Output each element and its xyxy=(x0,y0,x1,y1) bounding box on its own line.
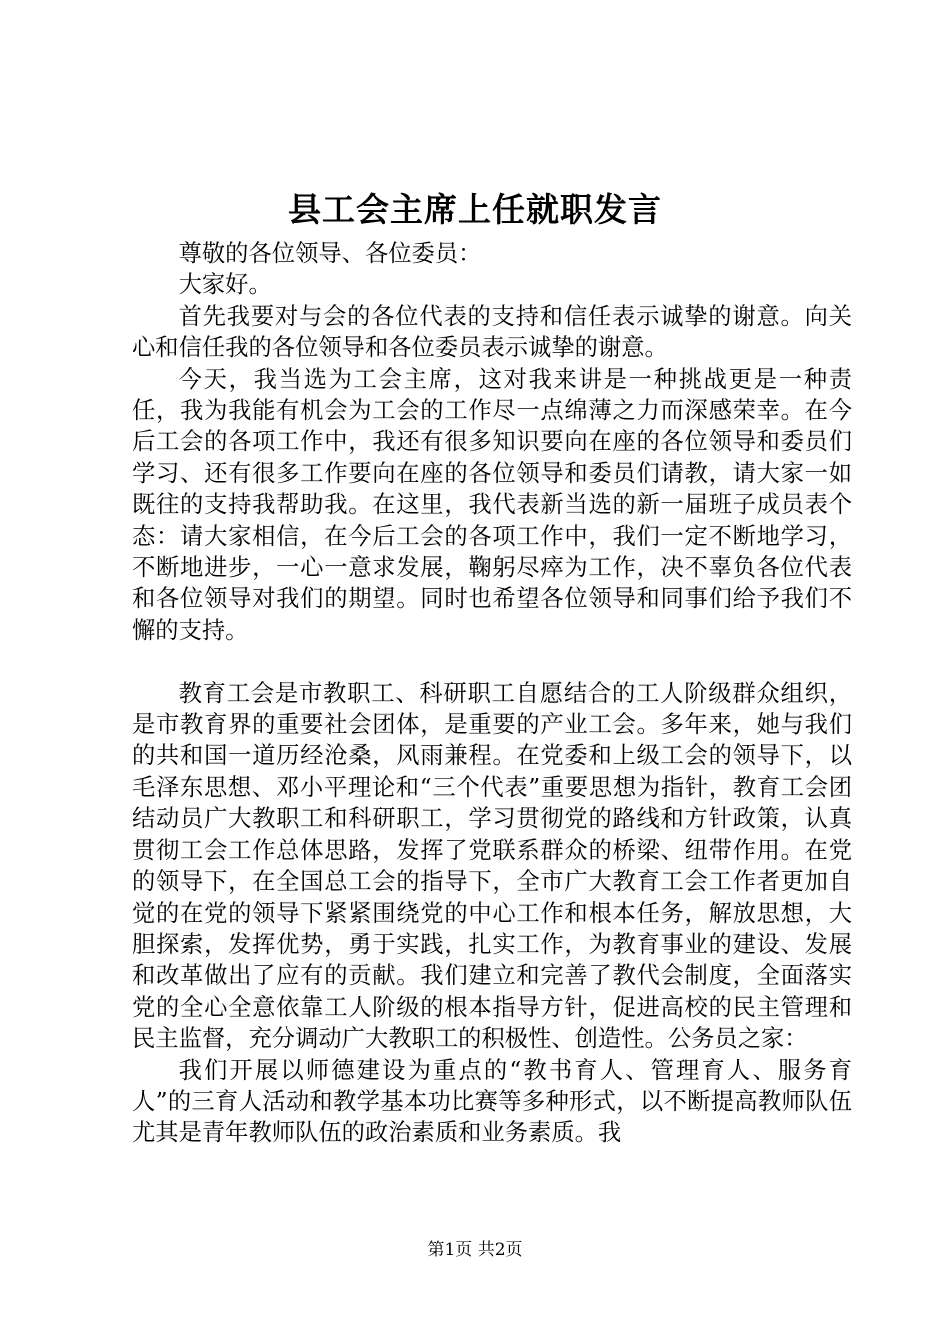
paragraph-thanks: 首先我要对与会的各位代表的支持和信任表示诚挚的谢意。向关心和信任我的各位领导和各位委员表示诚挚的谢意。 xyxy=(132,302,852,362)
salutation: 尊敬的各位领导、各位委员： xyxy=(178,240,482,267)
document-title: 县工会主席上任就职发言 xyxy=(288,190,662,229)
paragraph-activities: 我们开展以师德建设为重点的“教书育人、管理育人、服务育人”的三育人活动和教学基本功比赛等多种形式，以不断提高教师队伍尤其是青年教师队伍的政治素质和业务素质。我 xyxy=(132,1056,852,1147)
document-body xyxy=(132,238,852,1149)
page-number-footer: 第1页 共2页 xyxy=(427,1240,523,1260)
paragraph-commitment: 今天，我当选为工会主席，这对我来讲是一种挑战更是一种责任，我为我能有机会为工会的工作尽一点绵薄之力而深感荣幸。在今后工会的各项工作中，我还有很多知识要向在座的各位领导和委员们学习、还有很多工作要向在座的各位领导和委员们请教，请大家一如既往的支持我帮助我。在这里，我代表新当选的新一届班子成员表个态：请大家相信，在今后工会的各项工作中，我们一定不断地学习，不断地进步，一心一意求发展，鞠躬尽瘁为工作，决不辜负各位代表和各位领导对我们的期望。同时也希望各位领导和同事们给予我们不懈的支持。 xyxy=(132,365,852,644)
greeting: 大家好。 xyxy=(178,271,272,299)
paragraph-education-union: 教育工会是市教职工、科研职工自愿结合的工人阶级群众组织，是市教育界的重要社会团体，是重要的产业工会。多年来，她与我们的共和国一道历经沧桑，风雨兼程。在党委和上级工会的领导下，以毛泽东思想、邓小平理论和“三个代表”重要思想为指针，教育工会团结动员广大教职工和科研职工，学习贯彻党的路线和方针政策，认真贯彻工会工作总体思路，发挥了党联系群众的桥梁、纽带作用。在党的领导下，在全国总工会的指导下，全市广大教育工会工作者更加自觉的在党的领导下紧紧围绕党的中心工作和根本任务，解放思想，大胆探索，发挥优势，勇于实践，扎实工作，为教育事业的建设、发展和改革做出了应有的贡献。我们建立和完善了教代会制度，全面落实党的全心全意依靠工人阶级的根本指导方针，促进高校的民主管理和民主监督，充分调动广大教职工的积极性、创造性。公务员之家： xyxy=(132,679,852,1053)
paragraph-spacer xyxy=(132,646,852,677)
